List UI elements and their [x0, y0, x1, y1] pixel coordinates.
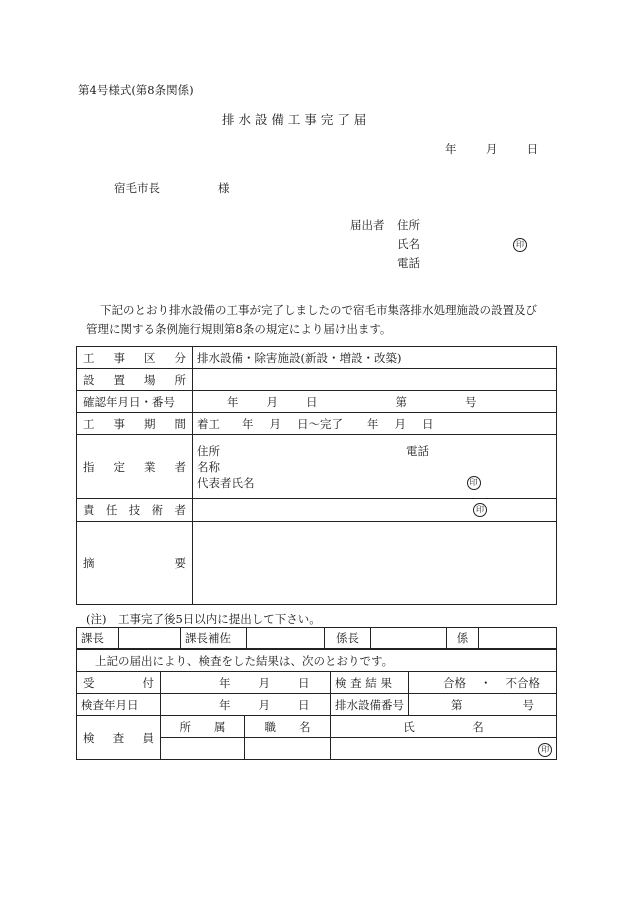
label-inspection-date: 検査年月日: [77, 694, 161, 716]
inspector-name-field[interactable]: [331, 738, 557, 760]
label-remarks: 摘 要: [77, 522, 193, 605]
designated-contractor-field[interactable]: [193, 435, 557, 499]
label-designated-contractor: 指 定 業 者: [77, 435, 193, 499]
form-number: 第4号様式(第8条関係): [78, 83, 194, 97]
label-construction-period: 工 事 期 間: [77, 413, 193, 435]
position-header: 職 名: [245, 716, 331, 738]
contractor-seal-icon: 印: [467, 476, 481, 490]
row-remarks: [77, 522, 557, 605]
construction-period-field[interactable]: 着工 年 月 日〜完了 年 月 日: [193, 413, 557, 435]
date-year: 年: [445, 142, 457, 156]
remarks-field[interactable]: [193, 522, 557, 605]
result-intro: 上記の届出により、検査をした結果は、次のとおりです。: [77, 650, 557, 672]
intro-line-1: 下記のとおり排水設備の工事が完了しましたので宿毛市集落排水処理施設の設置及び: [100, 303, 537, 317]
section-chief-stamp-cell[interactable]: [371, 628, 447, 649]
affiliation-field[interactable]: [161, 738, 245, 760]
inspection-table: [76, 649, 557, 760]
row-construction-period: [77, 413, 557, 435]
contractor-address-label: 住所: [197, 444, 220, 458]
addressee-suffix: 様: [218, 181, 230, 195]
received-date-field[interactable]: 年 月 日: [161, 672, 331, 694]
applicant-address-label: 住所: [397, 218, 420, 232]
inspection-result-field[interactable]: 合格 ・ 不合格: [409, 672, 557, 694]
fail-option[interactable]: 不合格: [505, 675, 540, 690]
deputy-stamp-cell[interactable]: [247, 628, 325, 649]
staff-label: 係: [447, 628, 479, 649]
deputy-label: 課長補佐: [181, 628, 247, 649]
label-received: 受 付: [77, 672, 161, 694]
label-inspector: 検 査 員: [77, 716, 161, 760]
applicant-name-label: 氏名: [397, 237, 420, 251]
staff-stamp-cell[interactable]: [479, 628, 557, 649]
addressee: 宿毛市長: [114, 181, 160, 195]
work-category-value: 排水設備・除害施設(新設・増設・改築): [193, 347, 557, 369]
construction-details-table: [76, 346, 557, 605]
applicant-label: 届出者: [350, 218, 385, 232]
submission-date: [445, 141, 538, 157]
label-installation-location: 設 置 場 所: [77, 369, 193, 391]
chief-stamp-cell[interactable]: [119, 628, 181, 649]
label-equipment-number: 排水設備番号: [331, 694, 409, 716]
document-title: 排 水 設 備 工 事 完 了 届: [222, 112, 367, 127]
approval-table: [76, 627, 557, 649]
inspector-seal-icon: 印: [538, 743, 552, 757]
applicant-phone-label: 電話: [397, 256, 420, 270]
installation-location-field[interactable]: [193, 369, 557, 391]
date-day: 日: [526, 142, 539, 156]
applicant-seal-icon: 印: [513, 236, 527, 252]
label-work-category: 工 事 区 分: [77, 347, 193, 369]
contractor-phone-label: 電話: [406, 444, 429, 458]
equipment-number-field[interactable]: 第 号: [409, 694, 557, 716]
contractor-rep-label: 代表者氏名: [197, 476, 255, 490]
label-responsible-engineer: 責 任 技 術 者: [77, 499, 193, 522]
note: (注) 工事完了後5日以内に提出して下さい。: [86, 612, 321, 626]
row-confirmation-date-number: [77, 391, 557, 413]
name-header: 氏 名: [331, 716, 557, 738]
confirmation-date-number-field[interactable]: 年 月 日 第 号: [193, 391, 557, 413]
row-designated-contractor: [77, 435, 557, 499]
responsible-engineer-field[interactable]: [193, 499, 557, 522]
engineer-seal-icon: 印: [473, 503, 487, 517]
intro-line-2: 管理に関する条例施行規則第8条の規定により届け出ます。: [86, 322, 392, 336]
date-month: 月: [485, 142, 498, 156]
row-responsible-engineer: [77, 499, 557, 522]
row-installation-location: [77, 369, 557, 391]
label-confirmation-date-number: 確認年月日・番号: [77, 391, 193, 413]
pass-option[interactable]: 合格: [443, 675, 466, 690]
affiliation-header: 所 属: [161, 716, 245, 738]
section-chief-label: 係長: [325, 628, 371, 649]
contractor-name-label: 名称: [197, 460, 220, 474]
position-field[interactable]: [245, 738, 331, 760]
row-work-category: [77, 347, 557, 369]
inspection-date-field[interactable]: 年 月 日: [161, 694, 331, 716]
label-inspection-result: 検 査 結 果: [331, 672, 409, 694]
chief-label: 課長: [77, 628, 119, 649]
